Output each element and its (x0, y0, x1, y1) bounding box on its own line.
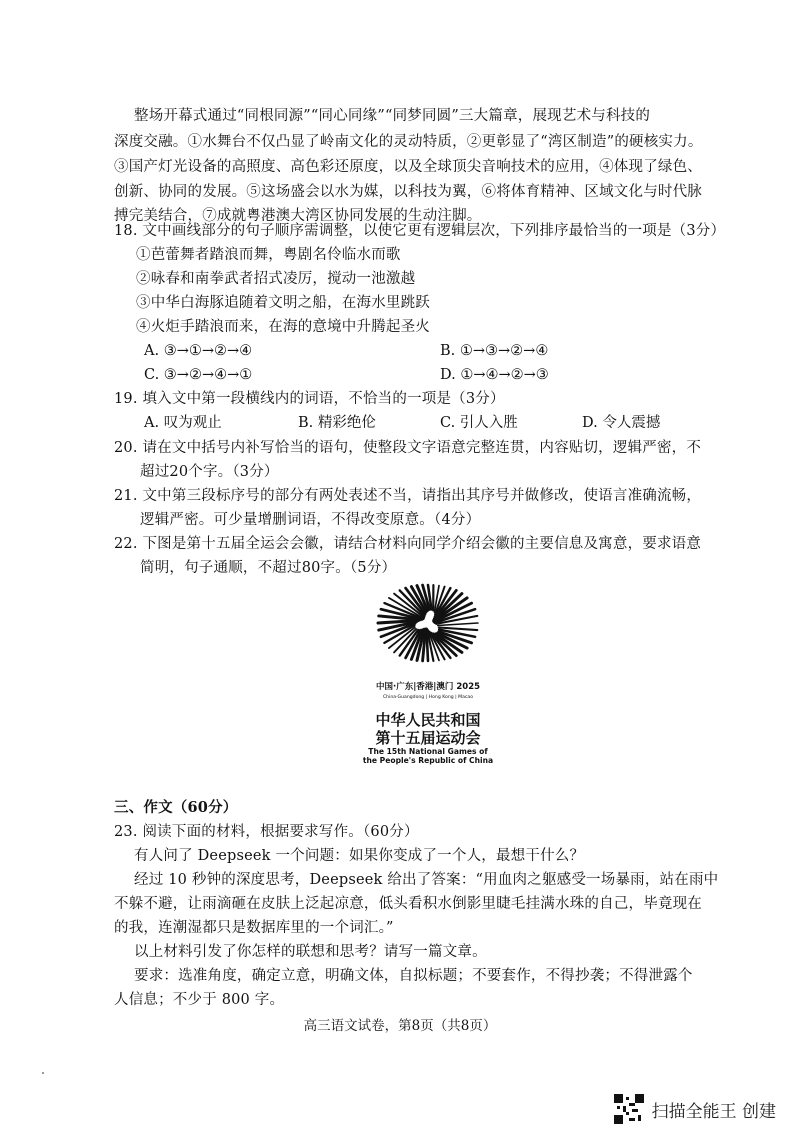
q18-option-c: C. ③→②→④→① (144, 367, 253, 383)
material-line-1: 有人问了 Deepseek 一个问题：如果你变成了一个人，最想干什么？ (134, 848, 585, 864)
q18-option-b: B. ①→③→②→④ (440, 343, 549, 359)
q22-line-2: 简明，句子通顺，不超过80字。（5分） (140, 560, 397, 576)
q18-item-4: ④火炬手踏浪而来，在海的意境中升腾起圣火 (136, 319, 430, 335)
material-line-2: 经过 10 秒钟的深度思考，Deepseek 给出了答案：“用血肉之躯感受一场暴雨，站在雨中 (134, 872, 719, 888)
q20-line-2: 超过20个字。（3分） (140, 464, 279, 480)
emblem-graphic (348, 568, 508, 768)
passage-line-3: ③国产灯光设备的高照度、高色彩还原度，以及全球顶尖音响技术的应用，④体现了绿色、 (114, 159, 702, 175)
material-line-5: 以上材料引发了你怎样的联想和思考？请写一篇文章。 (134, 944, 487, 960)
q19-option-d: D. 令人震撼 (582, 415, 661, 431)
passage-line-4: 创新、协同的发展。⑤这场盛会以水为媒，以科技为翼，⑥将体育精神、区域文化与时代脉 (114, 184, 702, 200)
q19-option-a: A. 叹为观止 (144, 415, 222, 431)
page-footer: 高三语文试卷，第8页（共8页） (303, 1018, 497, 1034)
passage-line-2: 深度交融。①水舞台不仅凸显了岭南文化的灵动特质，②更彰显了“湾区制造”的硬核实力。 (114, 134, 703, 150)
q18-stem: 18. 文中画线部分的句子顺序需调整，以使它更有逻辑层次，下列排序最恰当的一项是（3分） (114, 223, 726, 239)
q21-line-2: 逻辑严密。可少量增删词语，不得改变原意。（4分） (140, 512, 481, 528)
watermark-text: 扫描全能王 创建 (651, 1101, 776, 1122)
q18-item-2: ②咏春和南拳武者招式凌厉，搅动一池激越 (136, 271, 416, 287)
passage-line-1: 整场开幕式通过“同根同源”“同心同缘”“同梦同圆”三大篇章，展现艺术与科技的 (134, 108, 651, 124)
section3-heading: 三、作文（60分） (114, 799, 238, 816)
q18-item-1: ①芭蕾舞者踏浪而舞，粤剧名伶临水而歌 (136, 247, 401, 263)
q19-stem: 19. 填入文中第一段横线内的词语，不恰当的一项是（3分） (114, 391, 505, 407)
q20-line-1: 20. 请在文中括号内补写恰当的语句，使整段文字语意完整连贯，内容贴切，逻辑严密，不 (114, 440, 702, 456)
scan-speck (42, 1072, 44, 1074)
material-line-6: 要求：选准角度，确定立意，明确文体，自拟标题；不要套作，不得抄袭；不得泄露个 (134, 968, 693, 984)
q18-item-3: ③中华白海豚追随着文明之船，在海水里跳跃 (136, 295, 430, 311)
q18-option-a: A. ③→①→②→④ (144, 343, 253, 359)
q19-option-b: B. 精彩绝伦 (298, 415, 376, 431)
emblem-en-title-1: The 15th National Games of (368, 747, 488, 756)
material-line-3: 不躲不避，让雨滴砸在皮肤上泛起凉意，低头看积水倒影里睫毛挂满水珠的自己，毕竟现在 (114, 896, 702, 912)
passage-line-5: 搏完美结合，⑦成就粤港澳大湾区协同发展的生动注脚。 (114, 208, 482, 224)
emblem-cn-title-1: 中华人民共和国 (375, 711, 481, 729)
emblem-en-title-2: the People's Republic of China (362, 756, 494, 765)
scanner-watermark (614, 1094, 776, 1124)
material-line-7: 人信息；不少于 800 字。 (114, 992, 285, 1008)
material-line-4: 的我，连潮湿都只是数据库里的一个词汇。” (114, 920, 394, 936)
emblem-cn-title-2: 第十五届运动会 (375, 729, 481, 747)
qr-code-icon (614, 1094, 644, 1124)
q23-stem: 23. 阅读下面的材料，根据要求写作。（60分） (114, 824, 419, 840)
national-games-emblem (348, 568, 508, 768)
q18-option-d: D. ①→④→②→③ (440, 367, 549, 383)
q22-line-1: 22. 下图是第十五届全运会会徽，请结合材料向同学介绍会徽的主要信息及寓意，要求语意 (114, 536, 702, 552)
emblem-region-line: 中国·广东|香港|澳门 2025 (375, 682, 481, 692)
q21-line-1: 21. 文中第三段标序号的部分有两处表述不当，请指出其序号并做修改，使语言准确流畅， (114, 488, 702, 504)
emblem-region-en: China·Guangdong | Hong Kong | Macao (382, 695, 474, 700)
emblem-rays (378, 585, 478, 661)
emblem-ray (427, 629, 429, 661)
q19-option-c: C. 引人入胜 (440, 415, 518, 431)
